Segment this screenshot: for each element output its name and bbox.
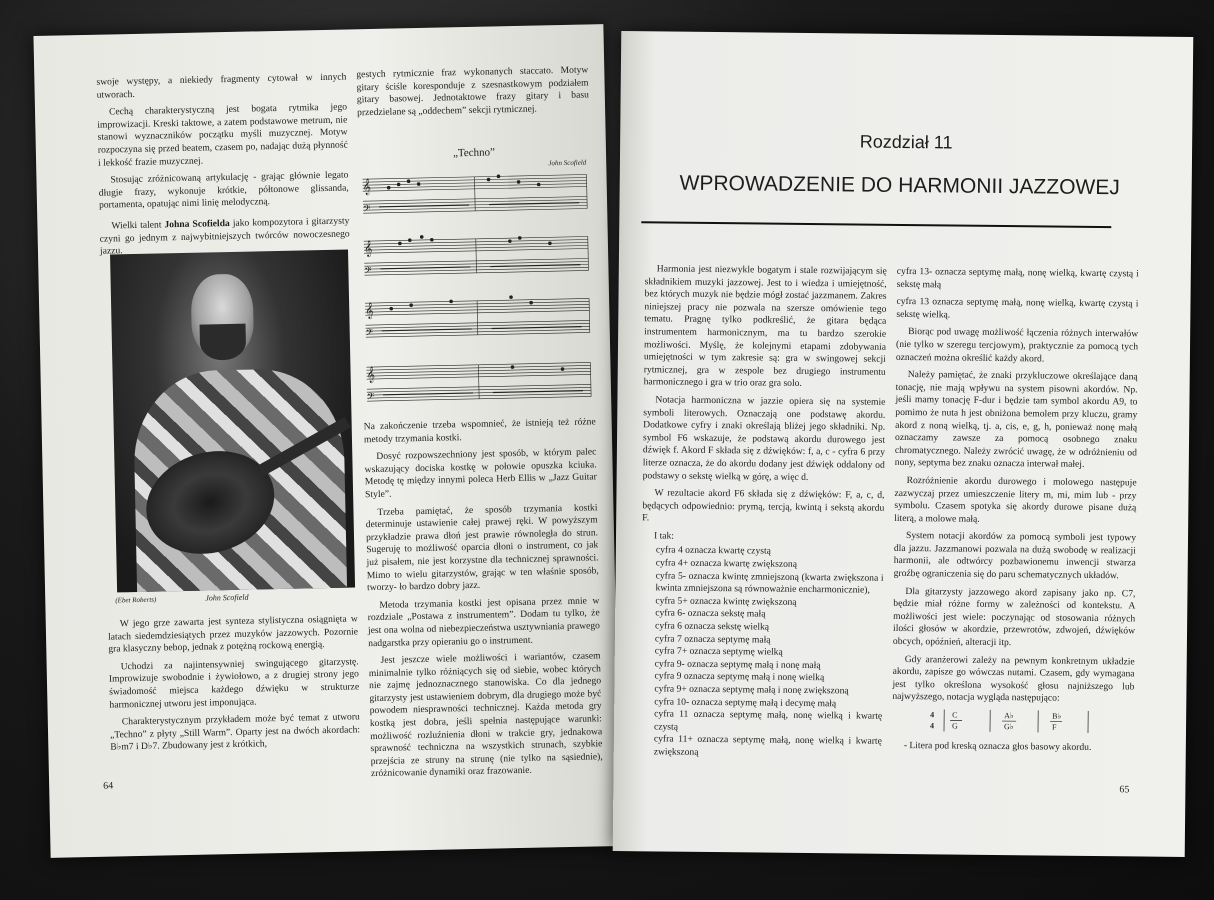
list-item: cyfra 4 oznacza kwartę czystą xyxy=(655,544,771,558)
interval-list xyxy=(640,545,884,762)
list-item: cyfra 7+ oznacza septymę wielką xyxy=(654,645,783,658)
paragraph: Trzeba pamiętać, że sposób trzymania kostki determinuje ustawienie całej prawej ręki. W powyższym przykładzie prawa dłoń jest prawie równoległa do strun. Sugeruję to możliwość oparcia dłoni o instrument, co jak już pisałem, nie jest korzystne dla technicznej sprawności. Mimo to wielu gitarzystów, grając w ten właśnie sposób, tworzy- ło bardzo dobry jazz. xyxy=(365,501,599,594)
list-item: cyfra 7 oznacza septymę małą xyxy=(654,633,771,646)
time-signature-top: 4 xyxy=(930,710,935,720)
svg-text:𝄢: 𝄢 xyxy=(363,203,371,217)
list-item: cyfra 6 oznacza sekstę wielką xyxy=(655,620,770,633)
svg-text:𝄞: 𝄞 xyxy=(365,302,374,320)
footnote: - Litera pod kreską oznacza głos basowy akordu. xyxy=(903,740,1092,753)
techno-score xyxy=(358,142,596,413)
paragraph: Należy pamiętać, że znaki przykluczowe określające daną tonację, nie mają wpływu na system pisowni akordów. Np. jeśli mamy tonację F-dur i będzie tam symbol akordu A9, to pomimo że nuta h jest obniżona bemolem przy kluczu, gramy akord z noną wielką, tj. a, cis, e, g, h, ponieważ nonę małą oznaczamy zawsze za pomocą osobnego znaku chromatycznego. Należy zwrócić uwagę, że w odróżnieniu od nony, septyma bez znaku oznacza interwał małej. xyxy=(894,369,1138,471)
score-title: „Techno” xyxy=(452,146,496,160)
music-staves xyxy=(358,164,595,419)
list-item: cyfra 9 oznacza septymę małą i nonę wielką xyxy=(654,670,825,684)
svg-text:𝄞: 𝄞 xyxy=(363,241,373,258)
svg-text:𝄢: 𝄢 xyxy=(366,391,375,405)
list-item: cyfra 11+ oznacza septymę małą, nonę wielką i kwartę zwiększoną xyxy=(653,733,882,758)
left-column-2-bottom xyxy=(364,416,604,786)
svg-text:𝄢: 𝄢 xyxy=(364,265,372,279)
paragraph: Harmonia jest niezwykle bogatym i stale rozwijającym się składnikiem muzyki jazzowej. Jest to i wiedza i umiejętność, bez których muzyk nie będzie mógł zostać jazzmanem. Zakres niniejszej pracy nie pozwala na szersze omówienie tego tematu. Pragnę tylko podkreślić, że gitara będąca instrumentem harmonicznym, ma tu bardzo szerokie możliwości. Myślę, że kolejnymi etapami zdobywania umiejętności w tym zakresie są: gra w swingowej sekcji rytmicznej, gra w zespole bez drugiego instrumentu harmonicznego i gra w trio oraz gra solo. xyxy=(643,263,887,390)
list-item: cyfra 9- oznacza septymę małą i nonę małą xyxy=(654,658,821,671)
score-composer: John Scofield xyxy=(548,158,587,168)
paragraph: cyfra 13- oznacza septymę małą, nonę wielką, kwartę czystą i sekstę małą xyxy=(896,265,1139,290)
paragraph: Rozróżnienie akordu durowego i molowego następuje zazwyczaj przez umieszczenie litery m, mi, mim lub - przy symbolu. Czasem spotyka się akordy durowe pisane dużą literą, a molowe małą. xyxy=(894,474,1137,525)
scofield-name: Johna Scofielda xyxy=(164,217,230,231)
paragraph: Cechą charakterystyczną jest bogata rytmika jego improwizacji. Kreski taktowe, a zatem podstawowe metrum, nie stanowi wyznaczników początku myśli muzycznej. Motyw rozpoczyna się przed beatem, czasem po, nadając dużą płynność i lekkość frazie muzycznej. xyxy=(97,101,348,169)
right-column-2 xyxy=(892,266,1139,712)
photo-caption: John Scofield xyxy=(205,592,249,603)
paragraph-text: jako kompozytora i gitarzysty czyni go jednym z najwybitniejszych twórców nowoczesnego jazzu. xyxy=(99,215,350,257)
svg-text:𝄞: 𝄞 xyxy=(362,179,372,196)
paragraph: cyfra 13 oznacza septymę małą, nonę wielką, kwartę czystą i sekstę wielką. xyxy=(896,296,1139,321)
chord-top: C xyxy=(952,710,958,720)
paragraph: Charakterystycznym przykładem może być temat z utworu „Techno” z płyty „Still Warm”. Oparty jest na dwóch akordach: B♭m7 i D♭7. Zbudowany jest z krótkich, xyxy=(109,711,361,753)
left-column-2-top xyxy=(356,64,589,124)
list-item: cyfra 9+ oznacza septymę małą i nonę zwiększoną xyxy=(654,683,849,697)
paragraph: Biorąc pod uwagę możliwość łączenia różnych interwałów (nie tylko w szeregu tercjowym), praktycznie za pomocą tych oznaczeń można określić każdy akord. xyxy=(895,326,1139,365)
svg-text:𝄞: 𝄞 xyxy=(366,366,376,384)
paragraph: Dla gitarzysty jazzowego akord zapisany jako np. C7, będzie miał różne formy w zależności od kontekstu. A możliwości jest wiele: poczynając od stosowania różnych ilości głosów w akordzie, przewrotów, zdwojeń, dźwięków obcych, opóźnień, alteracji itp. xyxy=(892,585,1136,649)
right-page xyxy=(613,31,1194,857)
list-item: cyfra 6- oznacza sekstę małą xyxy=(655,607,766,621)
chapter-title: WPROWADZENIE DO HARMONII JAZZOWEJ xyxy=(679,171,1120,200)
paragraph: W rezultacie akord F6 składa się z dźwięków: F, a, c, d, będących odpowiednio: prymą, tercją, kwintą i sekstą akordu F. xyxy=(642,487,885,524)
list-item: cyfra 5+ oznacza kwintę zwiększoną xyxy=(655,595,797,608)
photo-credit: (Ebet Roberts) xyxy=(115,595,157,605)
right-column-1 xyxy=(640,263,887,761)
paragraph: Metoda trzymania kostki jest opisana przez mnie w rozdziale „Postawa z instrumentem”. Dodam tu tylko, że jest ona wolna od niebezpieczeństwa usztywniania prawego nadgarstka przy opieraniu go o instrument. xyxy=(367,595,601,649)
page-number-left: 64 xyxy=(103,780,114,792)
time-signature-bottom: 4 xyxy=(930,721,935,731)
page-number-right: 65 xyxy=(1119,784,1130,796)
chord-top: B♭ xyxy=(1052,711,1062,721)
paragraph: Stosując zróżnicowaną artykulację - grając głównie legato długie frazy, wykonuje krótkie, półtonowe glissanda, portamenta, opatując nimi linię melodyczną. xyxy=(98,169,349,212)
paragraph-text: Wielki talent xyxy=(111,219,165,232)
paragraph: gestych rytmicznie fraz wykonanych staccato. Motyw gitary ściśle koresponduje z szesnastkowym podziałem gitary basowej. Jednotaktowe frazy gitary i basu przedzielane są „oddechem” sekcji rytmicznej. xyxy=(356,64,589,119)
left-column-1-bottom xyxy=(108,613,361,759)
svg-text:𝄢: 𝄢 xyxy=(365,327,373,341)
list-item: cyfra 11 oznacza septymę małą, nonę wielką i kwartę czystą xyxy=(653,708,883,733)
paragraph: Jest jeszcze wiele możliwości i wariantów, czasem minimalnie tylko różniących się od siebie, wobec których nie zajmę jednoznacznego stanowiska. Co dla jednego gitarzysty jest ustawieniem dobrym, dla drugiego może być powodem niesprawności technicznej. Każda metoda gry kostką jest dobra, jeśli spełnia następujące warunki: możliwość rozluźnienia dłoni w trakcie gry, jednakowa sprawność techniczna na wszystkich strunach, szybkie przejścia ze struny na strunę (nie tylko na sąsiednie), zróżnicowanie dynamiki oraz frazowanie. xyxy=(368,650,603,780)
title-rule xyxy=(641,221,1111,228)
list-item: cyfra 4+ oznacza kwartę zwiększoną xyxy=(655,557,798,570)
list-item: cyfra 5- oznacza kwintę zmniejszoną (kwarta zwiększona i kwinta zmniejszona są równoważnie encharmonicznie), xyxy=(655,570,884,596)
paragraph: Uchodzi za najintensywniej swingującego gitarzystę. Improwizuje swobodnie i żywiołowo, a z drugiej strony jego świadomość miejsca każdego dźwięku w strukturze harmonicznej utworu jest imponująca. xyxy=(108,656,360,711)
paragraph: Dosyć rozpowszechniony jest sposób, w którym palec wskazujący dociska kostkę w połowie opuszka kciuka. Metodę tę między innymi poleca Herb Ellis w „Jazz Guitar Style”. xyxy=(364,446,597,501)
paragraph: Notacja harmoniczna w jazzie opiera się na systemie symboli literowych. Oznaczają one podstawę akordu. Dodatkowe cyfry i znaki określają bliżej jego składniki. Np. symbol F6 wskazuje, że podstawą akordu durowego jest dźwięk f. Akord F składa się z dźwięków: f, a, c - cyfra 6 przy literze oznacza, że do akordu dodany jest dźwięk oddalony od podstawy o sekstę wielką w górę, a więc d. xyxy=(642,394,886,483)
paragraph: System notacji akordów za pomocą symboli jest typowy dla jazzu. Jazzmanowi pozwala na dużą swobodę w realizacji harmonii, ale odtwórcy pozbawionemu inwencji stwarza groźbę ograniczenia się do paru schematycznych układów. xyxy=(893,530,1137,582)
paragraph: I tak: xyxy=(653,530,675,542)
chord-bass: G xyxy=(952,721,958,731)
chord-top: A♭ xyxy=(1004,711,1014,721)
left-page xyxy=(33,24,620,858)
john-scofield-photo xyxy=(110,250,355,593)
chapter-number: Rozdział 11 xyxy=(859,131,953,153)
list-item: cyfra 10- oznacza septymę małą i decymę małą xyxy=(654,696,837,709)
chord-bass: F xyxy=(1051,722,1057,732)
paragraph: W jego grze zawarta jest synteza stylistyczna osiągnięta w latach siedemdziesiątych przez muzyków jazzowych. Pozornie gra klasyczny bebop, jednak z potężną rockową energią. xyxy=(107,613,359,655)
chord-bass: G♭ xyxy=(1003,722,1014,732)
slash-chord-example xyxy=(924,706,1094,736)
paragraph: Na zakończenie trzeba wspomnieć, że istnieją też różne metody trzymania kostki. xyxy=(363,416,596,445)
paragraph: Gdy aranżerowi zależy na pewnym konkretnym układzie akordu, zapisze go wówczas nutami. Czasem, gdy wymagana jest tylko określona wysokość głosu najniższego lub najwyższego, notacja wygląda następująco: xyxy=(892,653,1135,705)
paragraph: swoje występy, a niekiedy fragmenty cytował w innych utworach. xyxy=(96,71,347,101)
left-column-1-top xyxy=(96,72,350,264)
